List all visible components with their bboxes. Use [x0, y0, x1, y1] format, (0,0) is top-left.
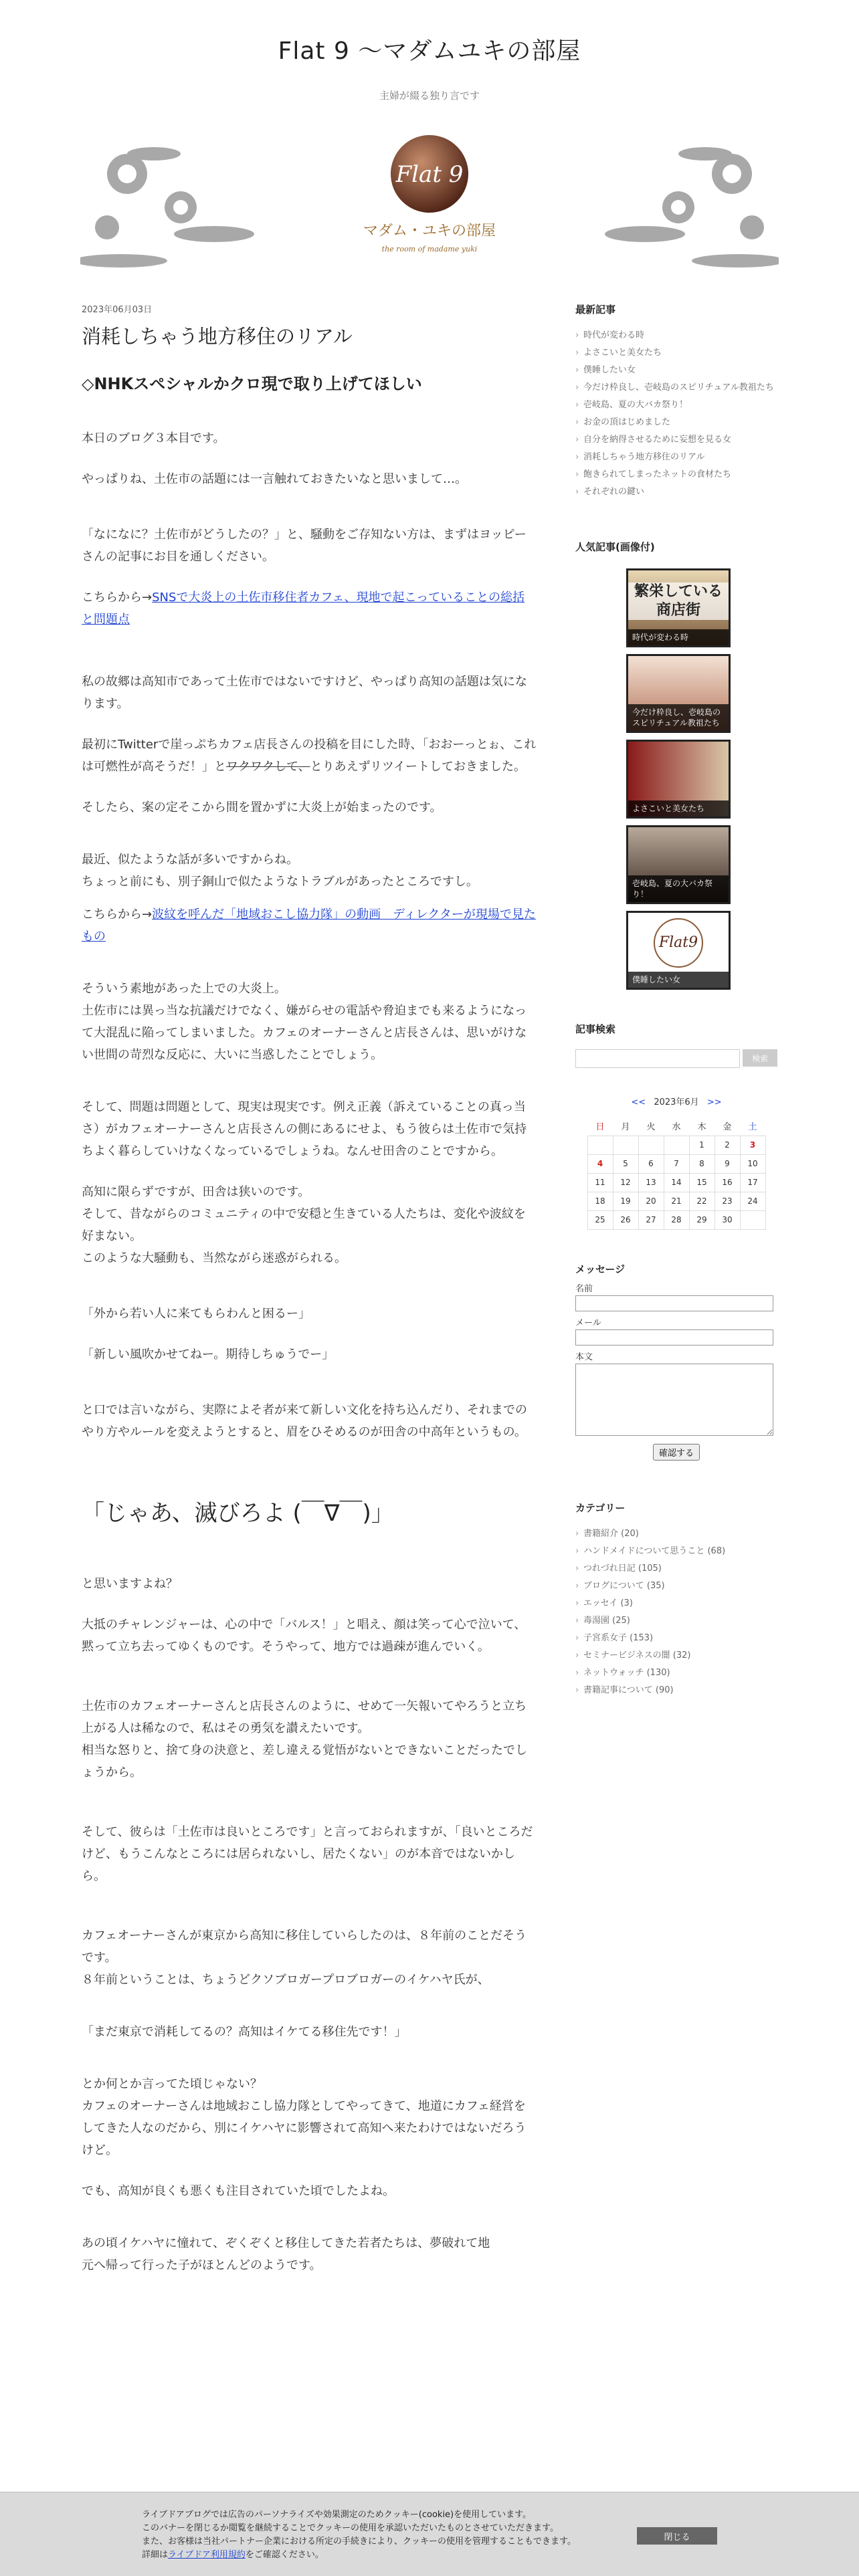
popular-post-card[interactable]: [626, 740, 731, 819]
text-span: このような大騒動も、当然ながら迷惑がられる。: [82, 1251, 347, 1265]
recent-post-link[interactable]: › 壱岐島、夏の大バカ祭り！: [575, 398, 777, 413]
calendar-day: 19: [613, 1192, 638, 1210]
popular-post-card[interactable]: [626, 911, 731, 990]
paragraph: そして、彼らは「土佐市は良いところです」と言っておられますが、「良いところだけど、もうこんなところには居られないし、居たくない」のが本音ではないかしら。: [82, 1825, 533, 1883]
text-span: 相当な怒りと、捨て身の決意と、差し違える覚悟がないとできないことだったでしょうから。: [82, 1743, 527, 1780]
paragraph: でも、高知が良くも悪くも注目されていた頃でしたよね。: [82, 2184, 395, 2198]
calendar-day: 10: [740, 1154, 765, 1173]
popular-posts-heading: 人気記事(画像付): [575, 541, 655, 553]
paragraph: と口では言いながら、実際によそ者が来て新しい文化を持ち込んだり、それまでのやり方やルールを変えようとすると、眉をひそめるのが田舎の中高年というもの。: [82, 1403, 527, 1439]
cookie-banner: [0, 2492, 859, 2576]
popular-post-card[interactable]: [626, 825, 731, 904]
calendar-dow: 金: [723, 1122, 732, 1133]
thumb-overlay-text: 繁栄している商店街: [628, 582, 729, 620]
text-span: あの頃イケハヤに憧れて、ぞくぞくと移住してきた若者たちは、夢破れて地: [82, 2236, 490, 2250]
quote: 「新しい風吹かせてねー。期待しちゅうでー」: [82, 1348, 335, 1362]
recent-post-link[interactable]: › 時代が変わる時: [575, 328, 777, 343]
calendar-day: 24: [740, 1192, 765, 1210]
text-span: 元へ帰って行った子がほとんどのようです。: [82, 2258, 322, 2272]
category-link[interactable]: › ハンドメイドについて思うこと (68): [575, 1544, 777, 1559]
logo-text: Flat 9: [395, 161, 464, 188]
popular-posts-list: [575, 568, 777, 990]
category-link[interactable]: › 毒湯園 (25): [575, 1614, 777, 1628]
paragraph: 大抵のチャレンジャーは、心の中で「バルス！」と唱え、顔は笑って心で泣いて、黙って立ち去ってゆくものです。そうやって、地方では過疎が進んでいく。: [82, 1618, 527, 1654]
link-paragraph: [82, 903, 537, 948]
recent-post-link[interactable]: › 今だけ枠良し、壱岐島のスピリチュアル教祖たち: [575, 381, 777, 395]
article-link-yoppy[interactable]: SNSで大炎上の土佐市移住者カフェ、現地で起こっていることの総括と問題点: [82, 591, 525, 627]
calendar-dow: 水: [672, 1122, 681, 1133]
calendar-day: 14: [664, 1173, 689, 1192]
article-link-besshi[interactable]: 波紋を呼んだ「地域おこし協力隊」の動画 ディレクターが現場で見たもの: [82, 907, 536, 944]
popular-post-caption: 壱岐島、夏の大バカ祭り！: [628, 875, 729, 902]
category-link[interactable]: › 書籍記事について (90): [575, 1683, 777, 1698]
calendar-next[interactable]: >>: [706, 1097, 722, 1107]
paragraph: そしたら、案の定そこから間を置かずに大炎上が始まったのです。: [82, 800, 442, 815]
popular-post-caption: 今だけ枠良し、壱岐島のスピリチュアル教祖たち: [628, 704, 729, 731]
calendar-day: [638, 1136, 664, 1154]
post-title[interactable]: 消耗しちゃう地方移住のリアル: [82, 325, 353, 348]
calendar-day: 16: [714, 1173, 740, 1192]
text-span: そういう素地があった上での大炎上。: [82, 982, 286, 996]
text-span: ちょっと前にも、別子銅山で似たようなトラブルがあったところですし。: [82, 875, 478, 889]
paragraph: [82, 849, 537, 893]
cookie-line: また、お客様は当社パートナー企業における所定の手続きにより、クッキーの使用を管理することもできます。: [142, 2537, 576, 2547]
recent-post-link[interactable]: › お金の頂はじめました: [575, 415, 777, 430]
banner-name: マダム・ユキの部屋: [363, 223, 496, 239]
search-form: [575, 1049, 777, 1068]
site-description: 主婦が綴る独り言です: [379, 90, 480, 102]
calendar-dow: 月: [621, 1122, 630, 1133]
right-ornament: [605, 147, 779, 267]
calendar-day: 28: [664, 1210, 689, 1229]
calendar-day: 25: [587, 1210, 613, 1229]
text-span: をご確認ください。: [245, 2550, 324, 2560]
mail-label: メール: [575, 1317, 601, 1328]
calendar-month: 2023年6月: [654, 1097, 699, 1107]
calendar-day: 9: [714, 1154, 740, 1173]
body-field[interactable]: [575, 1364, 773, 1436]
paragraph: [82, 2232, 537, 2276]
text-span: 土佐市には異っ当な抗議だけでなく、嫌がらせの電話や脅迫までも来るようになって大混乱に陥ってしまいました。カフェのオーナーさんと店長さんは、思いがけない世間の苛烈な反応に、大いに当惑したことでしょう。: [82, 1004, 527, 1062]
calendar-dow: 土: [748, 1122, 757, 1133]
calendar-day: 17: [740, 1173, 765, 1192]
paragraph: 本日のブログ３本目です。: [82, 431, 225, 445]
paragraph: と思いますよね？: [82, 1577, 178, 1591]
calendar-day: 26: [613, 1210, 638, 1229]
popular-post-card[interactable]: [626, 654, 731, 733]
link-prefix: こちらから→: [82, 907, 153, 922]
category-heading: カテゴリー: [575, 1501, 626, 1514]
text-span: 最初にTwitterで崖っぷちカフェ店長さんの投稿を目にした時、「おおーっとぉ、これは可燃性が高そうだ！」と: [82, 738, 537, 774]
calendar-day: 8: [689, 1154, 714, 1173]
banner-sub: the room of madame yuki: [381, 245, 478, 253]
calendar-day: 12: [613, 1173, 638, 1192]
popular-post-caption: よさこいと美女たち: [628, 800, 729, 817]
cookie-line: このバナーを閉じるか閲覧を継続することでクッキーの使用を承認いただいたものとさせていただきます。: [142, 2523, 559, 2533]
text-span: 詳細は: [142, 2550, 169, 2560]
calendar-header: [575, 1095, 777, 1107]
thumb-logo: Flat9: [654, 918, 703, 968]
calendar-day: [587, 1136, 613, 1154]
quote: 「外から若い人に来てもらわんと困るー」: [82, 1307, 310, 1321]
text-span: 高知に限らずですが、田舎は狭いのです。: [82, 1185, 310, 1199]
text-span: 最近、似たような話が多いですからね。: [82, 853, 298, 867]
sidebar: [575, 302, 777, 1701]
text-span: ８年前ということは、ちょうどクソブロガープロブロガーのイケハヤ氏が、: [82, 1973, 490, 1987]
calendar-day: 11: [587, 1173, 613, 1192]
category-link[interactable]: › セミナービジネスの闇 (32): [575, 1648, 777, 1663]
text-span: カフェのオーナーさんは地域おこし協力隊としてやってきて、地道にカフェ経営をしてきた人なのだから、別にイケハヤに影響されて高知へ来たわけではないだろうけど。: [82, 2099, 527, 2157]
mail-field[interactable]: [575, 1329, 773, 1346]
cookie-line: [142, 2549, 610, 2562]
calendar-day: 6: [638, 1154, 664, 1173]
body-label: 本文: [575, 1352, 593, 1362]
paragraph: [82, 734, 537, 778]
calendar-day-today[interactable]: 3: [740, 1136, 765, 1154]
paragraph: [82, 1695, 537, 1784]
calendar-day: 5: [613, 1154, 638, 1173]
calendar-day: 1: [689, 1136, 714, 1154]
cookie-close-button[interactable]: 閉じる: [637, 2527, 717, 2545]
recent-post-link[interactable]: › 飽きられてしまったネットの食材たち: [575, 467, 777, 482]
text-span: とりあえずリツイートしておきました。: [310, 760, 527, 774]
category-link[interactable]: › 書籍紹介 (20): [575, 1527, 777, 1541]
calendar-day: [664, 1136, 689, 1154]
left-ornament: [80, 147, 254, 267]
calendar-day-linked[interactable]: 4: [587, 1154, 613, 1173]
calendar-day: 2: [714, 1136, 740, 1154]
cookie-line: ライブドアブログでは広告のパーソナライズや効果測定のためクッキー(cookie)を使用しています。: [142, 2510, 532, 2520]
text-span: そして、昔ながらのコミュニティの中で安穏と生きている人たちは、変化や波紋を好まない。: [82, 1207, 526, 1243]
link-paragraph: [82, 586, 537, 631]
popular-post-caption: 時代が変わる時: [628, 629, 729, 645]
calendar-dow: 火: [646, 1122, 656, 1133]
calendar-day: 7: [664, 1154, 689, 1173]
calendar-day: 20: [638, 1192, 664, 1210]
calendar-dow: 木: [697, 1122, 706, 1133]
strikethrough-text: ワクワクして、: [226, 760, 310, 774]
paragraph: 私の故郷は高知市であって土佐市ではないですけど、やっぱり高知の話題は気になります。: [82, 675, 527, 711]
calendar-prev[interactable]: <<: [631, 1097, 646, 1107]
paragraph: 「なになに？土佐市がどうしたの？」と、騒動をご存知ない方は、まずはヨッピーさんの記事にお目を通しください。: [82, 528, 527, 564]
calendar-day: 23: [714, 1192, 740, 1210]
post-subtitle: ◇NHKスペシャルかクロ現で取り上げてほしい: [82, 374, 422, 393]
name-field[interactable]: [575, 1295, 773, 1311]
article: [82, 302, 537, 2276]
site-title[interactable]: Flat 9 〜マダムユキの部屋: [278, 37, 581, 65]
name-label: 名前: [575, 1283, 593, 1294]
paragraph: [82, 978, 537, 1066]
category-link[interactable]: › エッセイ (3): [575, 1596, 777, 1611]
recent-posts-heading: 最新記事: [575, 304, 616, 316]
calendar-day: 15: [689, 1173, 714, 1192]
text-span: とか何とか言ってた頃じゃない？: [82, 2077, 262, 2091]
category-link[interactable]: › ブログについて (35): [575, 1579, 777, 1594]
post-date: 2023年06月03日: [82, 305, 153, 315]
recent-post-link[interactable]: › それぞれの鍵い: [575, 485, 777, 500]
popular-post-caption: 僕睡したい女: [628, 972, 729, 988]
calendar-day: 27: [638, 1210, 664, 1229]
message-heading: メッセージ: [575, 1263, 626, 1275]
message-form: [575, 1281, 777, 1461]
banner-graphic: [80, 134, 779, 267]
paragraph: [82, 1925, 537, 1991]
recent-post-link[interactable]: › 消耗しちゃう地方移住のリアル: [575, 450, 777, 465]
calendar-day: 30: [714, 1210, 740, 1229]
recent-post-link[interactable]: › よさこいと美女たち: [575, 346, 777, 360]
link-prefix: こちらから→: [82, 591, 153, 605]
calendar-day: 29: [689, 1210, 714, 1229]
paragraph: そして、問題は問題として、現実は現実です。例え正義（訴えていることの真っ当さ）がカフェオーナーさんと店長さんの側にあるにせよ、もう彼らは土佐市で気持ちよく暮らしていけなくなっているでしょうね。なんせ田舎のことですから。: [82, 1100, 527, 1158]
category-link[interactable]: › つれづれ日記 (105): [575, 1562, 777, 1576]
confirm-button[interactable]: 確認する: [653, 1444, 700, 1461]
terms-link[interactable]: ライブドア利用規約: [168, 2550, 246, 2560]
search-heading: 記事検索: [575, 1023, 616, 1035]
paragraph: やっぱりね、土佐市の話題には一言触れておきたいなと思いまして…。: [82, 472, 467, 486]
category-list: [575, 1527, 777, 1698]
popular-post-card[interactable]: [626, 568, 731, 647]
calendar-day: 13: [638, 1173, 664, 1192]
recent-posts-list: [575, 328, 777, 500]
calendar-day: [613, 1136, 638, 1154]
site-banner[interactable]: [80, 134, 779, 267]
recent-post-link[interactable]: › 僕睡したい女: [575, 363, 777, 378]
search-button[interactable]: 検索: [743, 1049, 777, 1067]
calendar-day: 18: [587, 1192, 613, 1210]
calendar-day: 21: [664, 1192, 689, 1210]
quote: 「まだ東京で消耗してるの？高知はイケてる移住先です！」: [82, 2025, 407, 2039]
text-span: カフェオーナーさんが東京から高知に移住していらしたのは、８年前のことだそうです。: [82, 1929, 527, 1965]
calendar: [575, 1095, 777, 1230]
paragraph: [82, 1181, 537, 1269]
recent-post-link[interactable]: › 自分を納得させるために妄想を見る女: [575, 433, 777, 447]
calendar-day: 22: [689, 1192, 714, 1210]
category-link[interactable]: › ネットウォッチ (130): [575, 1666, 777, 1681]
paragraph: [82, 2073, 537, 2161]
cookie-text: [142, 2508, 610, 2562]
category-link[interactable]: › 子宮系女子 (153): [575, 1631, 777, 1646]
text-span: 土佐市のカフェオーナーさんと店長さんのように、せめて一矢報いてやろうと立ち上がる人は稀なので、私はその勇気を讃えたいです。: [82, 1699, 527, 1735]
calendar-dow: 日: [595, 1122, 605, 1133]
search-input[interactable]: [575, 1049, 740, 1068]
calendar-day: [740, 1210, 765, 1229]
emphasis-quote: 「じゃあ、滅びろよ (￣∇￣)」: [82, 1500, 394, 1527]
calendar-grid: [587, 1117, 766, 1230]
